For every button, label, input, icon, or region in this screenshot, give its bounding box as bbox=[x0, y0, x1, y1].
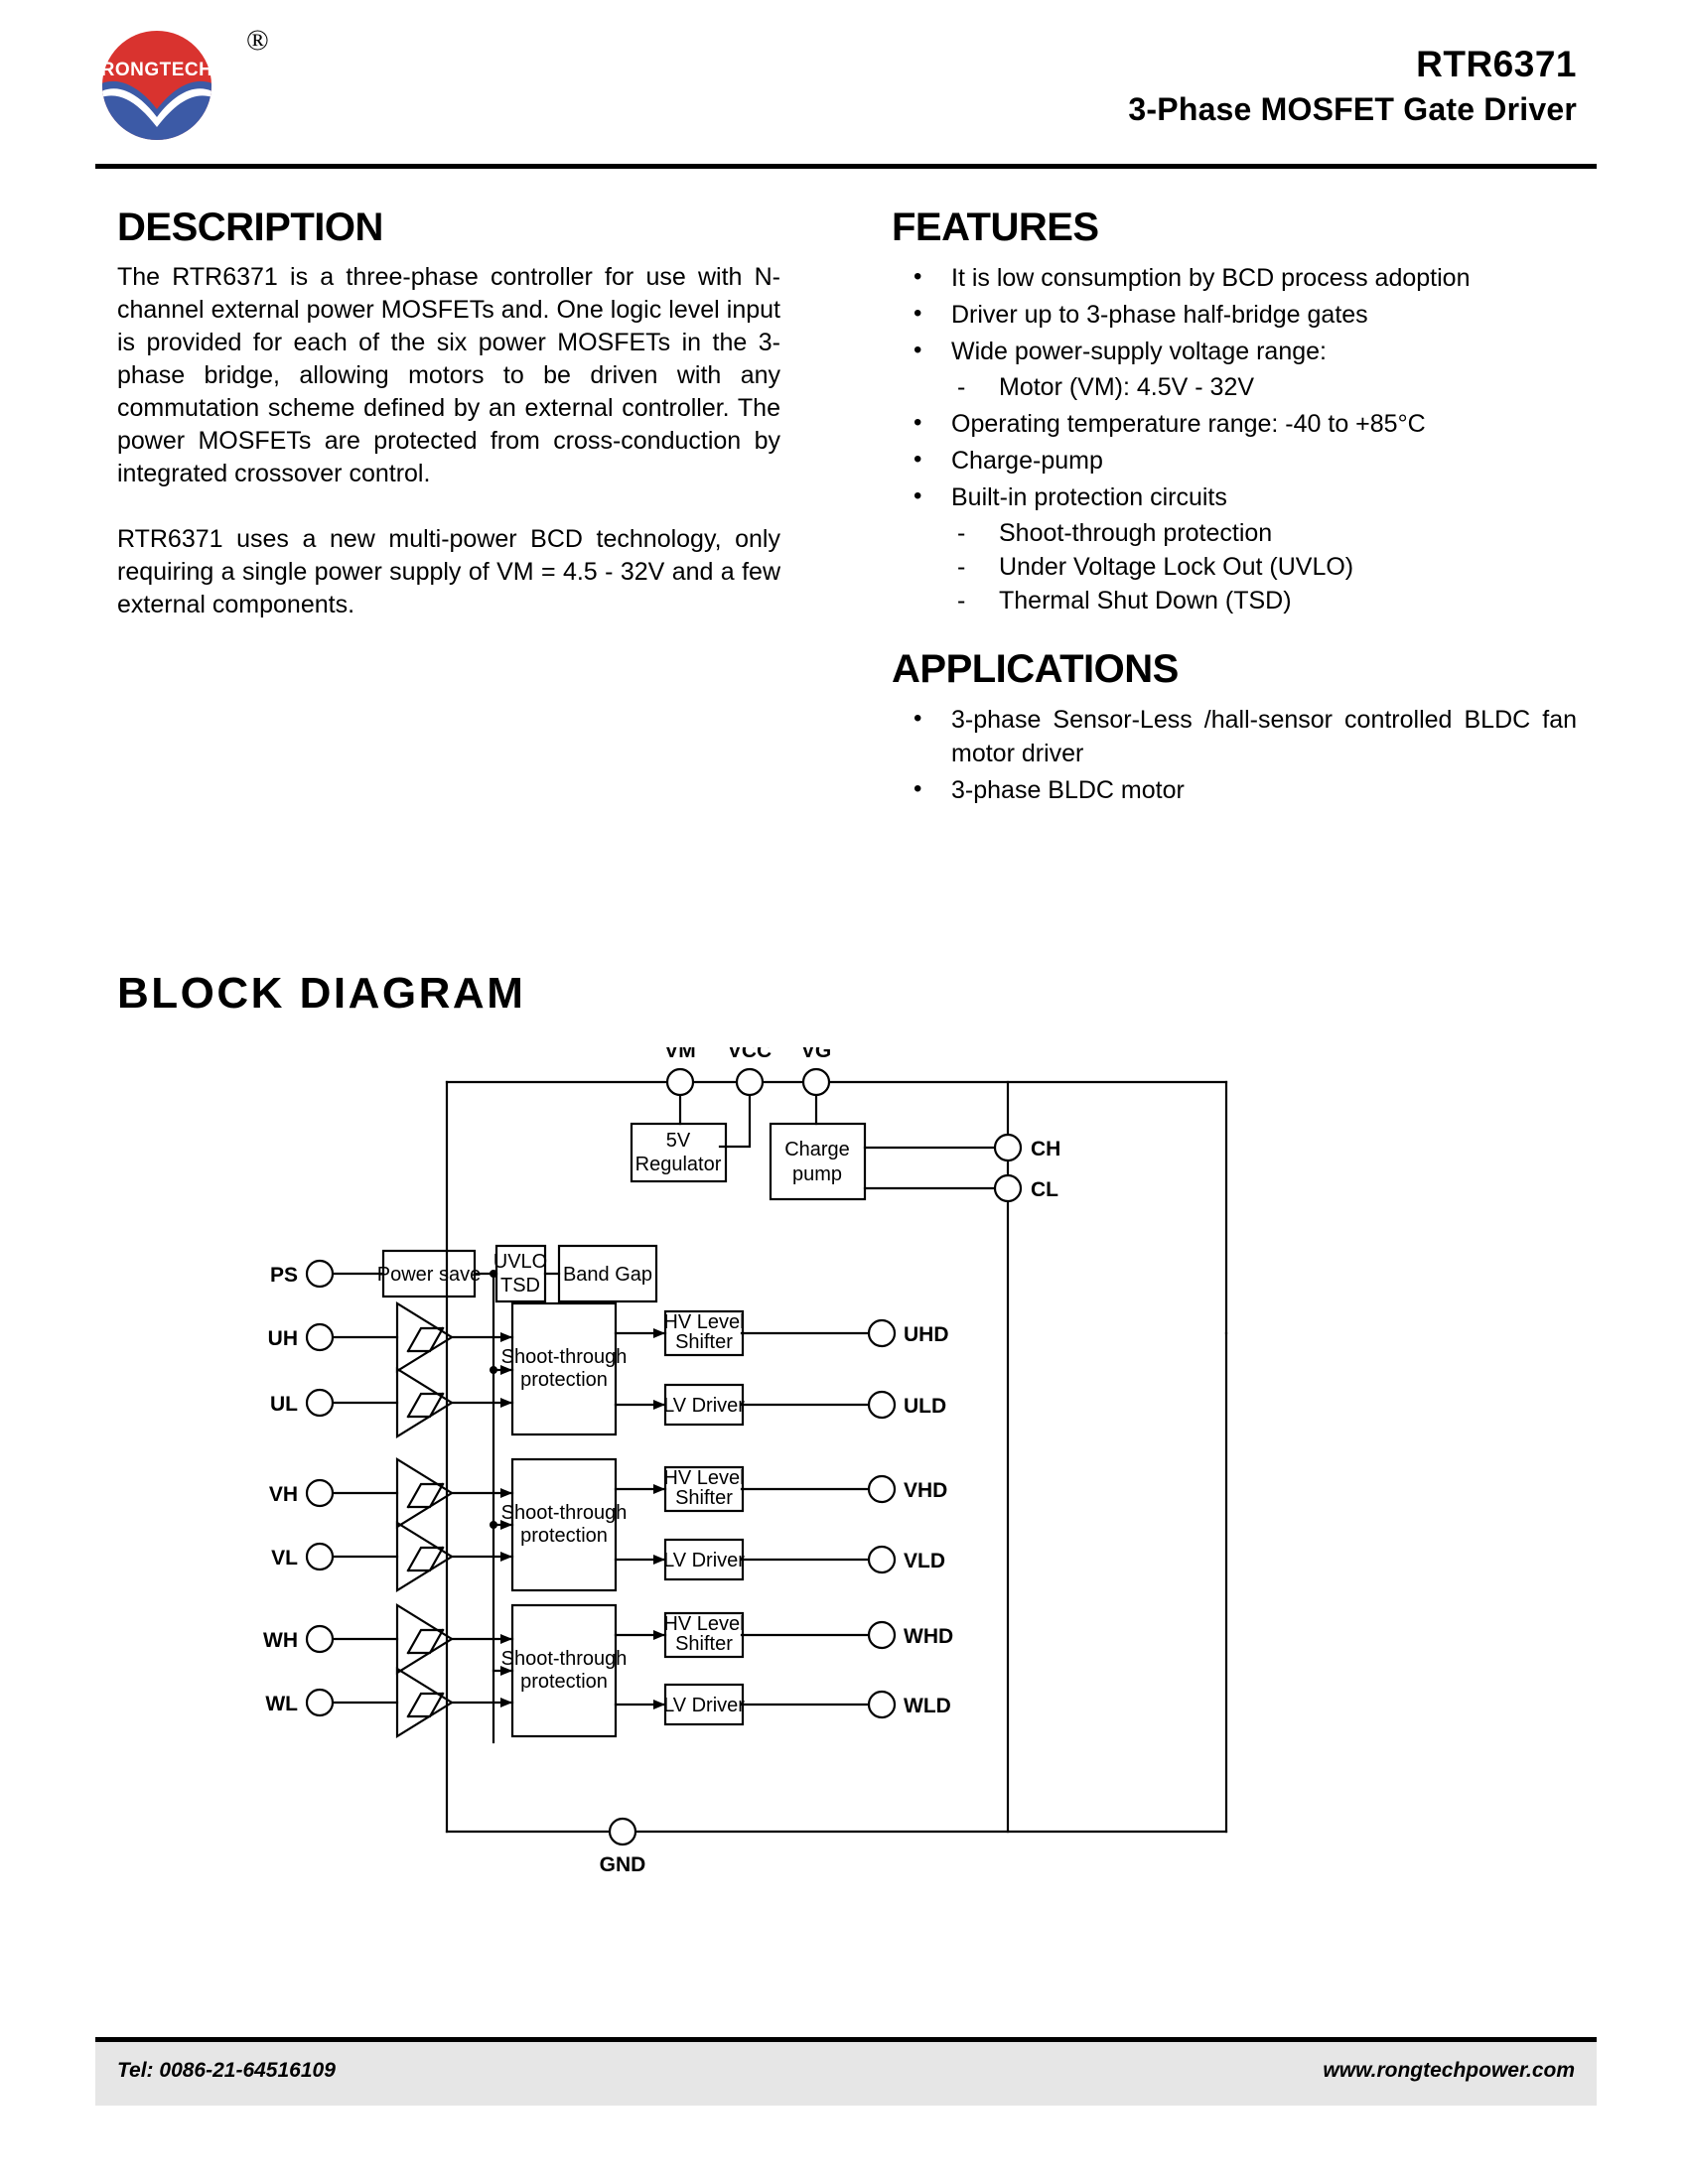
hv-label-u1: HV Level bbox=[663, 1311, 745, 1333]
lv-label-u: LV Driver bbox=[663, 1395, 745, 1417]
document-title-block bbox=[1128, 42, 1577, 131]
pin-label-ch: CH bbox=[1031, 1138, 1061, 1160]
list-item bbox=[906, 444, 1577, 478]
pin-label-vld: VLD bbox=[904, 1550, 945, 1572]
block-labels bbox=[377, 1130, 850, 1716]
uvlo-label: UVLO bbox=[492, 1251, 548, 1273]
hv-label-u2: Shifter bbox=[675, 1331, 733, 1353]
pin-label-ul: UL bbox=[270, 1393, 298, 1416]
regulator-label-2: Regulator bbox=[634, 1154, 722, 1175]
pin-label-uhd: UHD bbox=[904, 1323, 949, 1346]
feature-label: Charge-pump bbox=[951, 447, 1103, 475]
pin-uld bbox=[869, 1392, 895, 1418]
list-item bbox=[906, 261, 1577, 295]
page-footer bbox=[95, 2037, 1597, 2106]
registered-trademark-icon: ® bbox=[246, 24, 269, 57]
list-item: - Thermal Shut Down (TSD) bbox=[951, 584, 1577, 617]
applications-list bbox=[892, 703, 1577, 807]
schmitt-buffer-ul bbox=[397, 1369, 452, 1436]
list-item: • 3-phase BLDC motor bbox=[906, 773, 1577, 807]
shoot-label-v1: Shoot-through bbox=[500, 1502, 628, 1524]
description-column bbox=[117, 204, 780, 621]
description-heading: DESCRIPTION bbox=[117, 205, 383, 249]
pin-uhd bbox=[869, 1320, 895, 1346]
pin-label-whd: WHD bbox=[904, 1625, 954, 1648]
pin-label-vcc: VCC bbox=[727, 1047, 773, 1062]
pin-label-wh: WH bbox=[263, 1629, 298, 1652]
shoot-label-u2: protection bbox=[520, 1369, 608, 1391]
shoot-label-w2: protection bbox=[520, 1671, 608, 1693]
pin-gnd bbox=[610, 1819, 635, 1844]
pin-wl bbox=[307, 1690, 333, 1715]
hv-label-v2: Shifter bbox=[675, 1487, 733, 1509]
shoot-label-v2: protection bbox=[520, 1525, 608, 1547]
pin-terminals bbox=[307, 1069, 1021, 1844]
feature-label: Operating temperature range: -40 to +85°C bbox=[951, 410, 1426, 438]
pin-label-vl: VL bbox=[271, 1547, 298, 1570]
list-item: - Shoot-through protection bbox=[951, 516, 1577, 550]
pin-ul bbox=[307, 1390, 333, 1416]
pin-label-vm: VM bbox=[664, 1047, 696, 1062]
pin-label-vh: VH bbox=[268, 1483, 298, 1506]
shoot-label-u1: Shoot-through bbox=[500, 1346, 628, 1368]
block-diagram bbox=[0, 1047, 1688, 1921]
list-item: - Motor (VM): 4.5V - 32V bbox=[951, 370, 1577, 404]
page-header bbox=[0, 0, 1688, 171]
feature-label: Driver up to 3-phase half-bridge gates bbox=[951, 301, 1368, 329]
schmitt-buffer-uh bbox=[397, 1303, 452, 1371]
pin-label-wld: WLD bbox=[904, 1695, 951, 1717]
pin-cl bbox=[995, 1175, 1021, 1201]
description-paragraph-1: The RTR6371 is a three-phase controller for use with N-channel external power MOSFETs and. One logic level input is provided for each of the six power MOSFETs in the 3-phase bridge, allowing motors to be driven with any commutation scheme defined by an external controller. The power MOSFETs are protected from cross-conduction by integrated crossover control. bbox=[117, 263, 780, 487]
pin-vg bbox=[803, 1069, 829, 1095]
schmitt-buffer-vl bbox=[397, 1523, 452, 1590]
description-paragraph-2: RTR6371 uses a new multi-power BCD technology, only requiring a single power supply of VM = 4.5 - 32V and a few external components. bbox=[117, 525, 780, 618]
feature-label: Built-in protection circuits bbox=[951, 483, 1227, 511]
pin-vm bbox=[667, 1069, 693, 1095]
logo-wordmark: RONGTECH bbox=[100, 60, 213, 80]
power-save-label: Power save bbox=[376, 1264, 482, 1286]
tsd-label: TSD bbox=[500, 1275, 540, 1297]
pin-label-cl: CL bbox=[1031, 1178, 1058, 1201]
schmitt-buffer-vh bbox=[397, 1459, 452, 1527]
pin-label-uld: ULD bbox=[904, 1395, 947, 1418]
feature-sublist bbox=[951, 370, 1577, 404]
list-item bbox=[906, 335, 1577, 404]
rongtech-logo bbox=[95, 18, 284, 145]
pin-vld bbox=[869, 1547, 895, 1572]
pin-label-vhd: VHD bbox=[904, 1479, 948, 1502]
lv-label-w: LV Driver bbox=[663, 1695, 745, 1716]
document-subtitle: 3-Phase MOSFET Gate Driver bbox=[1128, 91, 1577, 127]
footer-telephone: Tel: 0086-21-64516109 bbox=[117, 2059, 336, 2082]
list-item: - Under Voltage Lock Out (UVLO) bbox=[951, 550, 1577, 584]
pin-wh bbox=[307, 1626, 333, 1652]
hv-label-w1: HV Level bbox=[663, 1613, 745, 1635]
list-item bbox=[906, 298, 1577, 332]
applications-heading: APPLICATIONS bbox=[892, 647, 1179, 691]
pin-ch bbox=[995, 1135, 1021, 1160]
pin-label-gnd: GND bbox=[599, 1853, 646, 1876]
block-diagram-heading: BLOCK DIAGRAM bbox=[117, 969, 526, 1018]
pin-label-uh: UH bbox=[267, 1327, 298, 1350]
pin-label-vg: VG bbox=[800, 1047, 832, 1062]
regulator-label-1: 5V bbox=[665, 1130, 691, 1152]
hv-label-w2: Shifter bbox=[675, 1633, 733, 1655]
shoot-label-w1: Shoot-through bbox=[500, 1648, 628, 1670]
pin-vh bbox=[307, 1480, 333, 1506]
pin-vl bbox=[307, 1544, 333, 1570]
part-number-title: RTR6371 bbox=[1416, 44, 1577, 84]
list-item: • 3-phase Sensor-Less /hall-sensor controlled BLDC fan motor driver bbox=[906, 703, 1577, 770]
pin-ps bbox=[307, 1261, 333, 1287]
features-heading: FEATURES bbox=[892, 205, 1099, 249]
charge-pump-label-1: Charge bbox=[784, 1139, 850, 1160]
features-column bbox=[892, 204, 1577, 810]
list-item bbox=[906, 480, 1577, 617]
pin-vhd bbox=[869, 1476, 895, 1502]
pin-vcc bbox=[737, 1069, 763, 1095]
schmitt-buffer-wl bbox=[397, 1669, 452, 1736]
feature-label: Wide power-supply voltage range: bbox=[951, 338, 1327, 365]
hv-label-v1: HV Level bbox=[663, 1467, 745, 1489]
charge-pump-block bbox=[771, 1124, 865, 1199]
lv-label-v: LV Driver bbox=[663, 1550, 745, 1571]
schmitt-buffer-wh bbox=[397, 1605, 452, 1673]
pin-label-ps: PS bbox=[269, 1264, 298, 1287]
footer-website: www.rongtechpower.com bbox=[1323, 2059, 1575, 2082]
feature-label: It is low consumption by BCD process adoption bbox=[951, 264, 1471, 292]
block-diagram-svg bbox=[0, 1047, 1688, 1921]
band-gap-label: Band Gap bbox=[562, 1264, 653, 1286]
header-divider bbox=[95, 164, 1597, 169]
pin-uh bbox=[307, 1324, 333, 1350]
features-list bbox=[892, 261, 1577, 617]
pin-wld bbox=[869, 1692, 895, 1717]
pin-label-wl: WL bbox=[265, 1693, 298, 1715]
feature-sublist bbox=[951, 516, 1577, 617]
list-item bbox=[906, 407, 1577, 441]
charge-pump-label-2: pump bbox=[791, 1163, 843, 1185]
pin-whd bbox=[869, 1622, 895, 1648]
